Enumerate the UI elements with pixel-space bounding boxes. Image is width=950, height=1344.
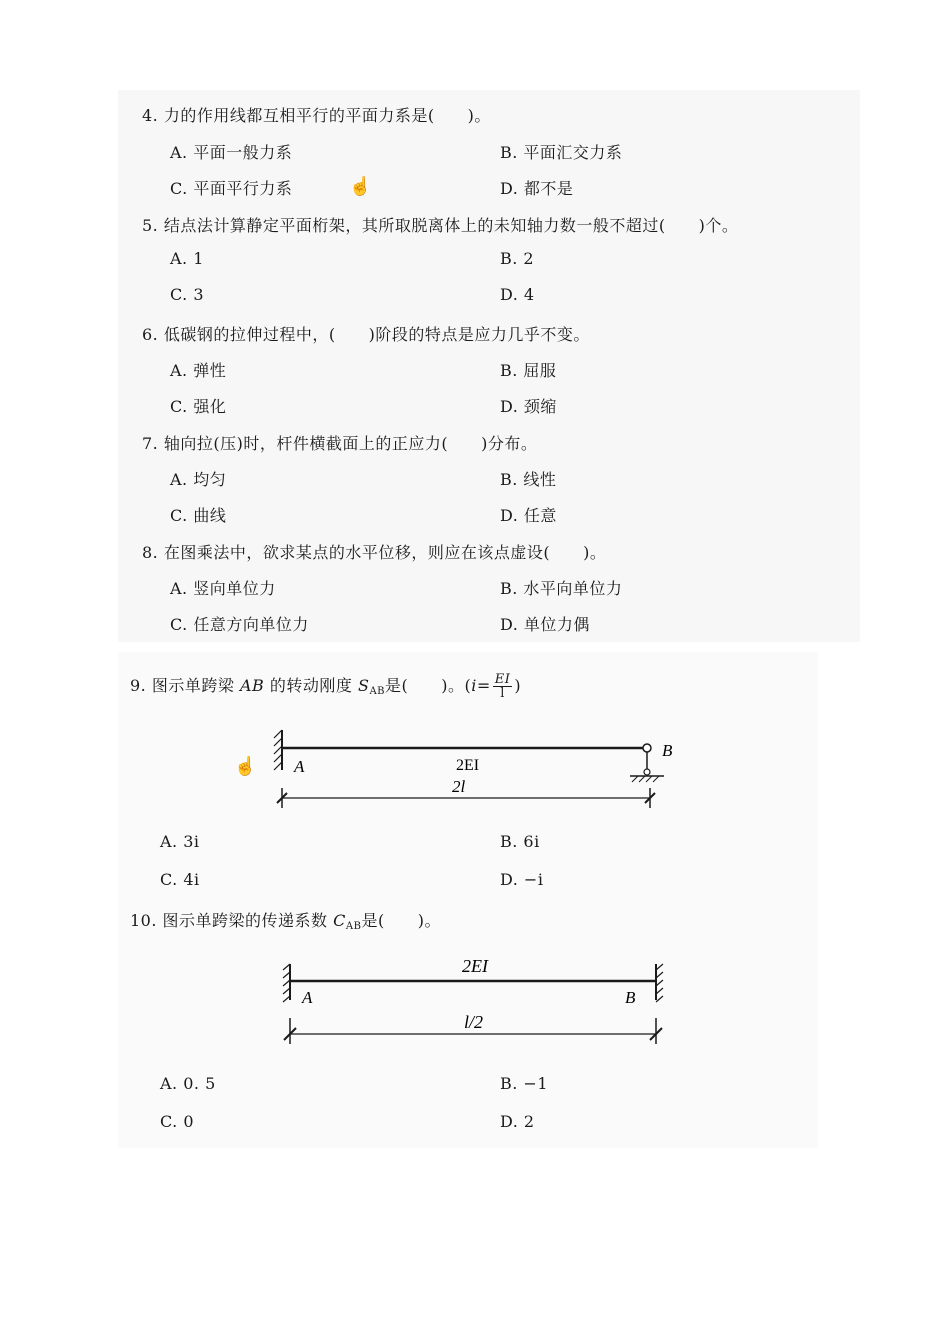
question-6-option-c: C. 强化 — [170, 397, 227, 416]
question-5-option-a: A. 1 — [170, 249, 204, 268]
question-10-option-a: A. 0. 5 — [160, 1074, 216, 1093]
question-9-beam-figure — [230, 722, 690, 822]
question-9-option-d: D. −i — [500, 870, 544, 889]
fixed-support-b-hatch — [656, 964, 663, 1002]
stiffness-fraction: $\frac{EI}{l}$ — [494, 672, 511, 701]
question-9-option-b: B. 6i — [500, 832, 540, 851]
question-6-option-d: D. 颈缩 — [500, 397, 557, 416]
question-7-option-b: B. 线性 — [500, 470, 557, 489]
question-4-option-d: D. 都不是 — [500, 179, 574, 198]
label-a: A — [302, 988, 313, 1007]
question-9-stem: 9. 图示单跨梁 AB 的转动刚度 $S_{AB}$是( )。(i= $\frac{EI}{l}$ ) — [130, 672, 522, 701]
label-length: 2l — [452, 777, 466, 796]
question-10-stem: 10. 图示单跨梁的传递系数 $C_{AB}$是( )。 — [130, 911, 441, 932]
label-a: A — [294, 757, 305, 776]
hinge-b — [643, 744, 651, 752]
label-b: B — [662, 741, 673, 760]
question-5-option-b: B. 2 — [500, 249, 535, 268]
label-stiffness: 2EI — [456, 757, 480, 774]
ground-b-hatch — [632, 776, 659, 782]
question-8-stem: 8. 在图乘法中，欲求某点的水平位移，则应在该点虚设( )。 — [142, 543, 607, 562]
question-9-option-c: C. 4i — [160, 870, 200, 889]
label-b: B — [625, 988, 636, 1007]
label-stiffness: 2EI — [462, 956, 488, 976]
question-5-option-d: D. 4 — [500, 285, 535, 304]
fixed-support-a-hatch — [283, 964, 290, 1002]
question-8-option-a: A. 竖向单位力 — [170, 579, 276, 598]
question-4-option-a: A. 平面一般力系 — [170, 143, 293, 162]
question-10-beam-figure — [270, 950, 680, 1050]
question-10-option-c: C. 0 — [160, 1112, 195, 1131]
question-4-option-c: C. 平面平行力系 — [170, 179, 293, 198]
question-8-option-b: B. 水平向单位力 — [500, 579, 623, 598]
question-7-option-a: A. 均匀 — [170, 470, 227, 489]
question-6-option-a: A. 弹性 — [170, 361, 227, 380]
question-8-option-d: D. 单位力偶 — [500, 615, 590, 634]
question-4-stem: 4. 力的作用线都互相平行的平面力系是( )。 — [142, 106, 491, 125]
question-4-option-b: B. 平面汇交力系 — [500, 143, 623, 162]
question-7-option-c: C. 曲线 — [170, 506, 227, 525]
question-10-option-b: B. −1 — [500, 1074, 549, 1093]
question-5-option-c: C. 3 — [170, 285, 205, 304]
hand-cursor-icon: ☝ — [349, 176, 372, 197]
fixed-support-a-hatch — [274, 730, 282, 770]
question-8-option-c: C. 任意方向单位力 — [170, 615, 309, 634]
question-5-stem: 5. 结点法计算静定平面桁架，其所取脱离体上的未知轴力数一般不超过( )个。 — [142, 216, 739, 235]
question-6-stem: 6. 低碳钢的拉伸过程中，( )阶段的特点是应力几乎不变。 — [142, 325, 590, 344]
question-7-stem: 7. 轴向拉(压)时，杆件横截面上的正应力( )分布。 — [142, 434, 538, 453]
question-10-option-d: D. 2 — [500, 1112, 535, 1131]
question-9-option-a: A. 3i — [160, 832, 200, 851]
question-7-option-d: D. 任意 — [500, 506, 557, 525]
question-6-option-b: B. 屈服 — [500, 361, 557, 380]
hand-cursor-icon: ☝ — [234, 756, 257, 777]
label-length: l/2 — [464, 1012, 484, 1032]
